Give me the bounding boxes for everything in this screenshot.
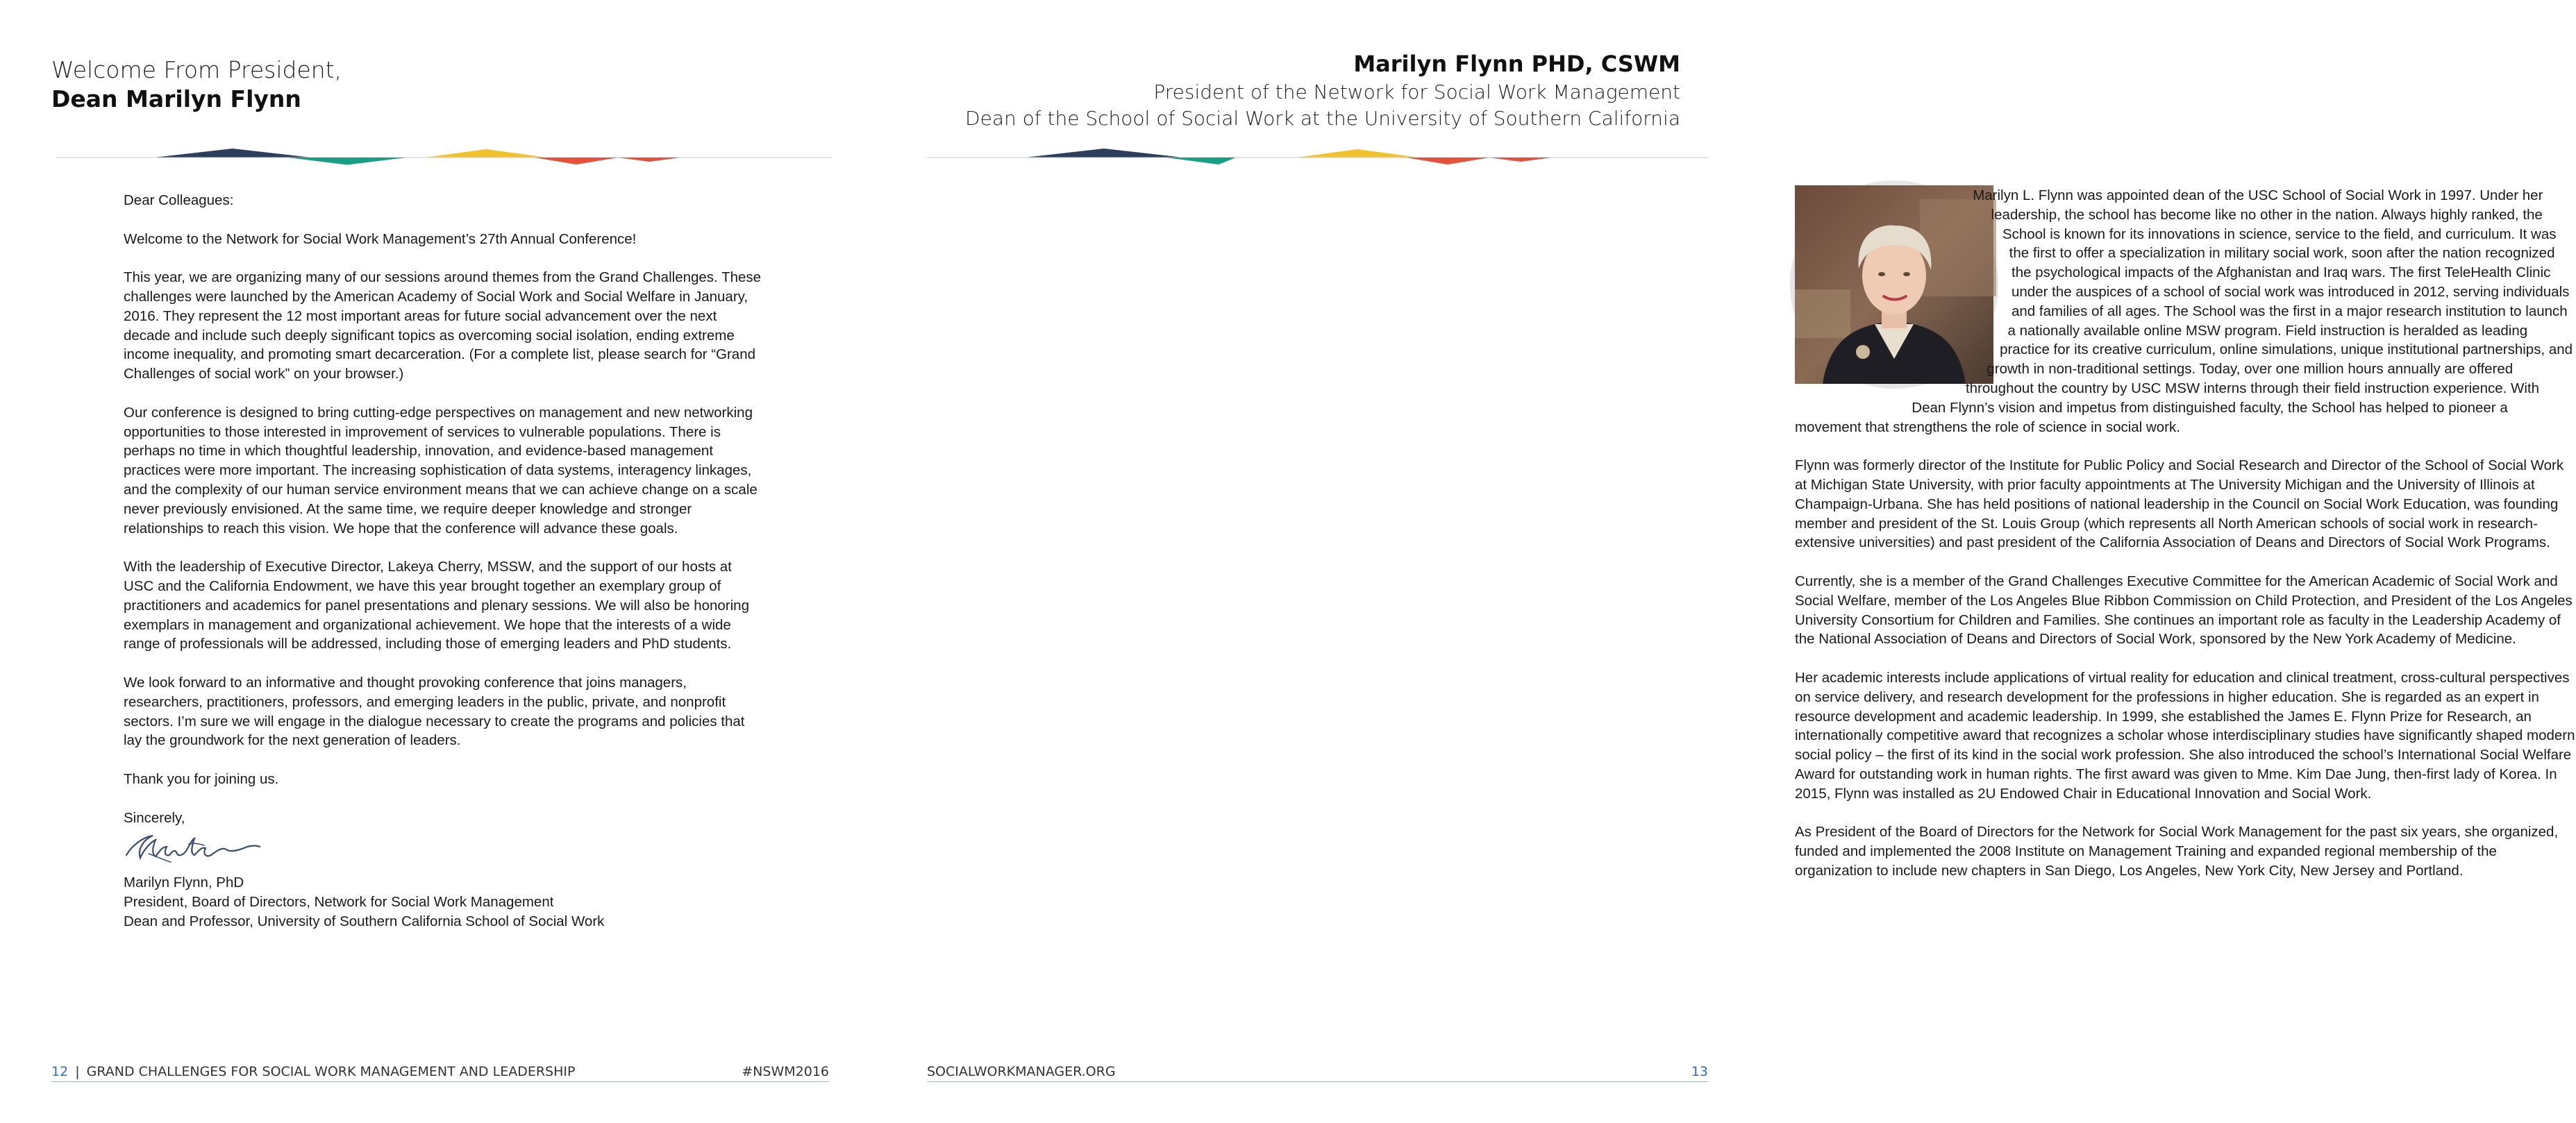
heading-line-1: Welcome From President, bbox=[51, 56, 342, 83]
portrait-photo bbox=[1790, 180, 1998, 389]
portrait-frame bbox=[1790, 180, 2002, 406]
right-page bbox=[868, 0, 2575, 1123]
bio-paragraph: Flynn was formerly director of the Institute for Public Policy and Social Research and Director of the School of Social Work at Michigan State University, with prior faculty appointments at The University Michigan and the University of Illinois at Champaign-Urbana. She has held positions of national leadership in the Council on Social Work Education, was founding member and president of the St. Louis Group (which represents all North American schools of social work in research-extensive universities) and past president of the California Association of Deans and Directors of Social Work Programs. bbox=[1795, 457, 2564, 551]
bio-paragraph: As President of the Board of Directors for the Network for Social Work Management for the past six years, she organized, funded and implemented the 2008 Institute on Management Training and expanded regional membership of the organization to include new chapters in San Diego, Los Angeles, New York City, New Jersey and Portland. bbox=[1795, 824, 2559, 879]
bio-paragraph: Marilyn L. Flynn was appointed dean of the USC School of Social Work in 1997. Under her leadership, the school has become like no other in the nation. Always highly ranked, the School is known for its innovations in science, service to the field, and curriculum. It was the first to offer a specialization in military social work, soon after the nation recognized the psychological impacts of the Afghanistan and Iraq wars. The first TeleHealth Clinic under the auspices of a school of social work was introduced in 2012, serving individuals and families of all ages. The School was the first in a major research institution to launch a nationally available online MSW program. Field instruction is heralded as leading practice for its creative curriculum, online simulations, unique institutional partnerships, and growth in non-traditional settings. Today, over one million hours annually are offered throughout the country by USC MSW interns through their field instruction experience. With Dean Flynn’s vision and impetus from distinguished faculty, the School has helped to pioneer a movement that strengthens the role of science in social work. bbox=[1795, 187, 2573, 435]
salutation: Dear Colleagues: bbox=[124, 192, 234, 208]
page-heading bbox=[51, 56, 537, 114]
welcome-letter bbox=[124, 191, 762, 931]
hashtag: #NSWM2016 bbox=[742, 1064, 829, 1079]
left-page bbox=[0, 0, 868, 1123]
footer-rule bbox=[927, 1081, 1708, 1082]
heading-line-2: Dean Marilyn Flynn bbox=[51, 85, 301, 112]
signatory-name: Marilyn Flynn, PhD bbox=[124, 875, 244, 891]
color-divider bbox=[56, 147, 832, 161]
signatory-title: President, Board of Directors, Network for Social Work Management bbox=[124, 894, 554, 911]
color-divider bbox=[927, 147, 1708, 161]
signatory-title: Dean and Professor, University of Southern California School of Social Work bbox=[124, 913, 605, 929]
letter-paragraph: Welcome to the Network for Social Work Management’s 27th Annual Conference! bbox=[124, 230, 637, 247]
handwritten-signature bbox=[122, 819, 261, 875]
letter-paragraph: Thank you for joining us. bbox=[124, 770, 279, 787]
website-link[interactable]: SOCIALWORKMANAGER.ORG bbox=[927, 1064, 1116, 1079]
letter-paragraph: This year, we are organizing many of our sessions around themes from the Grand Challenges. These challenges were launched by the American Academy of Social Work and Social Welfare in January, 2016. They represent the 12 most important areas for future social advancement over the next decade and include such deeply significant topics as overcoming social isolation, ending extreme income inequality, and promoting smart decarceration. (For a complete list, please search for “Grand Challenges of social work” on your browser.) bbox=[124, 269, 762, 382]
biography bbox=[1795, 186, 2576, 900]
publication-title: GRAND CHALLENGES FOR SOCIAL WORK MANAGEMENT AND LEADERSHIP bbox=[86, 1064, 576, 1079]
signature-block bbox=[124, 819, 762, 931]
bio-paragraph: Her academic interests include applications of virtual reality for education and clinical treatment, cross-cultural perspectives on service delivery, and research development for the professions in higher education. She is regarded as an expert in resource development and academic leadership. In 1999, she established the James E. Flynn Prize for Research, an internationally competitive award that recognizes a scholar whose interdisciplinary studies have significantly shaped modern social policy – the first of its kind in the social work profession. She also introduced the school’s International Social Welfare Award for outstanding work in human rights. The first award was given to Mme. Kim Dae Jung, then-first lady of Korea. In 2015, Flynn was installed as 2U Endowed Chair in Educational Innovation and Social Work. bbox=[1795, 669, 2575, 802]
letter-paragraph: With the leadership of Executive Director, Lakeya Cherry, MSSW, and the support of our hosts at USC and the California Endowment, we have this year brought together an exemplary group of practitioners and academics for panel presentations and plenary sessions. We will also be honoring exemplars in management and organizational achievement. We hope that the interests of a wide range of professionals will be addressed, including those of emerging leaders and PhD students. bbox=[124, 559, 749, 652]
closing: Sincerely, bbox=[124, 809, 185, 826]
page-number: 13 bbox=[1691, 1064, 1708, 1079]
footer-separator: | bbox=[75, 1064, 80, 1079]
letter-paragraph: Our conference is designed to bring cutting-edge perspectives on management and new networking opportunities to those interested in improvement of services to vulnerable populations. There is perhaps no time in which thoughtful leadership, innovation, and evidence-based management practices were more important. The increasing sophistication of data systems, interagency linkages, and the complexity of our human service environment means that we can achieve change on a scale never previously envisioned. At the same time, we require deeper knowledge and stronger relationships to reach this vision. We hope that the conference will advance these goals. bbox=[124, 404, 758, 537]
profile-subtitle: Dean of the School of Social Work at the University of Southern California bbox=[965, 107, 1680, 130]
page-number: 12 bbox=[51, 1064, 69, 1079]
bio-paragraph: Currently, she is a member of the Grand Challenges Executive Committee for the American Academic of Social Work and Social Welfare, member of the Los Angeles Blue Ribbon Commission on Child Protection, and President of the Los Angeles University Consortium for Children and Families. She continues an important role as faculty in the Leadership Academy of the National Association of Deans and Directors of Social Work, sponsored by the New York Academy of Medicine. bbox=[1795, 573, 2573, 648]
letter-paragraph: We look forward to an informative and thought provoking conference that joins managers, researchers, practitioners, professors, and emerging leaders in the public, private, and nonprofit sectors. I’m sure we will engage in the dialogue necessary to create the programs and policies that lay the groundwork for the next generation of leaders. bbox=[124, 674, 745, 749]
profile-subtitle: President of the Network for Social Work Management bbox=[1153, 81, 1680, 103]
profile-name: Marilyn Flynn PHD, CSWM bbox=[1353, 51, 1680, 77]
profile-heading bbox=[917, 49, 1680, 132]
footer-rule bbox=[51, 1081, 829, 1082]
